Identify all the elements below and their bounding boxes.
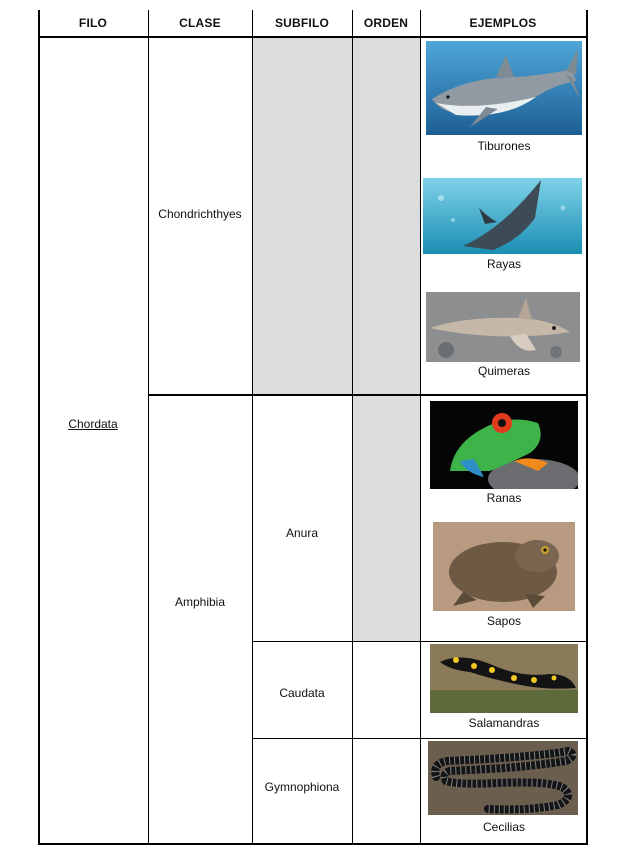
row-divider-chondrichthyes [148, 394, 588, 396]
caption-cecilias: Cecilias [482, 820, 525, 834]
shark-photo [426, 41, 582, 135]
col-divider-1 [148, 10, 149, 844]
toad-photo [433, 522, 575, 611]
clase-amphibia: Amphibia [174, 595, 226, 609]
table-border-right [586, 10, 588, 844]
header-subfilo: SUBFILO [274, 16, 330, 30]
col-divider-4 [420, 10, 421, 844]
chimaera-photo [426, 292, 580, 362]
caption-ranas: Ranas [486, 491, 522, 505]
filo-chordata-link[interactable]: Chordata [68, 417, 118, 431]
subfilo-gymnophiona: Gymnophiona [264, 780, 340, 794]
table-border-bottom [38, 843, 588, 845]
caption-tiburones: Tiburones [477, 139, 531, 153]
caecilian-photo [428, 741, 578, 815]
orden-column-shade [353, 37, 420, 641]
clase-chondrichthyes: Chondrichthyes [158, 207, 242, 221]
caption-sapos: Sapos [486, 614, 522, 628]
salamander-photo [430, 644, 578, 713]
caption-salamandras: Salamandras [468, 716, 540, 730]
header-filo: FILO [78, 16, 108, 30]
header-orden: ORDEN [363, 16, 409, 30]
caption-quimeras: Quimeras [477, 364, 530, 378]
row-divider-caudata [252, 738, 588, 739]
header-clase: CLASE [179, 16, 221, 30]
col-divider-2 [252, 10, 253, 844]
frog-photo [430, 401, 578, 489]
header-bottom-border [38, 36, 588, 38]
row-divider-anura [252, 641, 588, 642]
col-divider-3 [352, 10, 353, 844]
caption-rayas: Rayas [486, 257, 521, 271]
header-ejemplos: EJEMPLOS [469, 16, 537, 30]
subfilo-caudata: Caudata [279, 686, 325, 700]
subfilo-anura: Anura [285, 526, 319, 540]
ray-photo [423, 178, 582, 254]
subfilo-empty-cell [253, 37, 352, 394]
